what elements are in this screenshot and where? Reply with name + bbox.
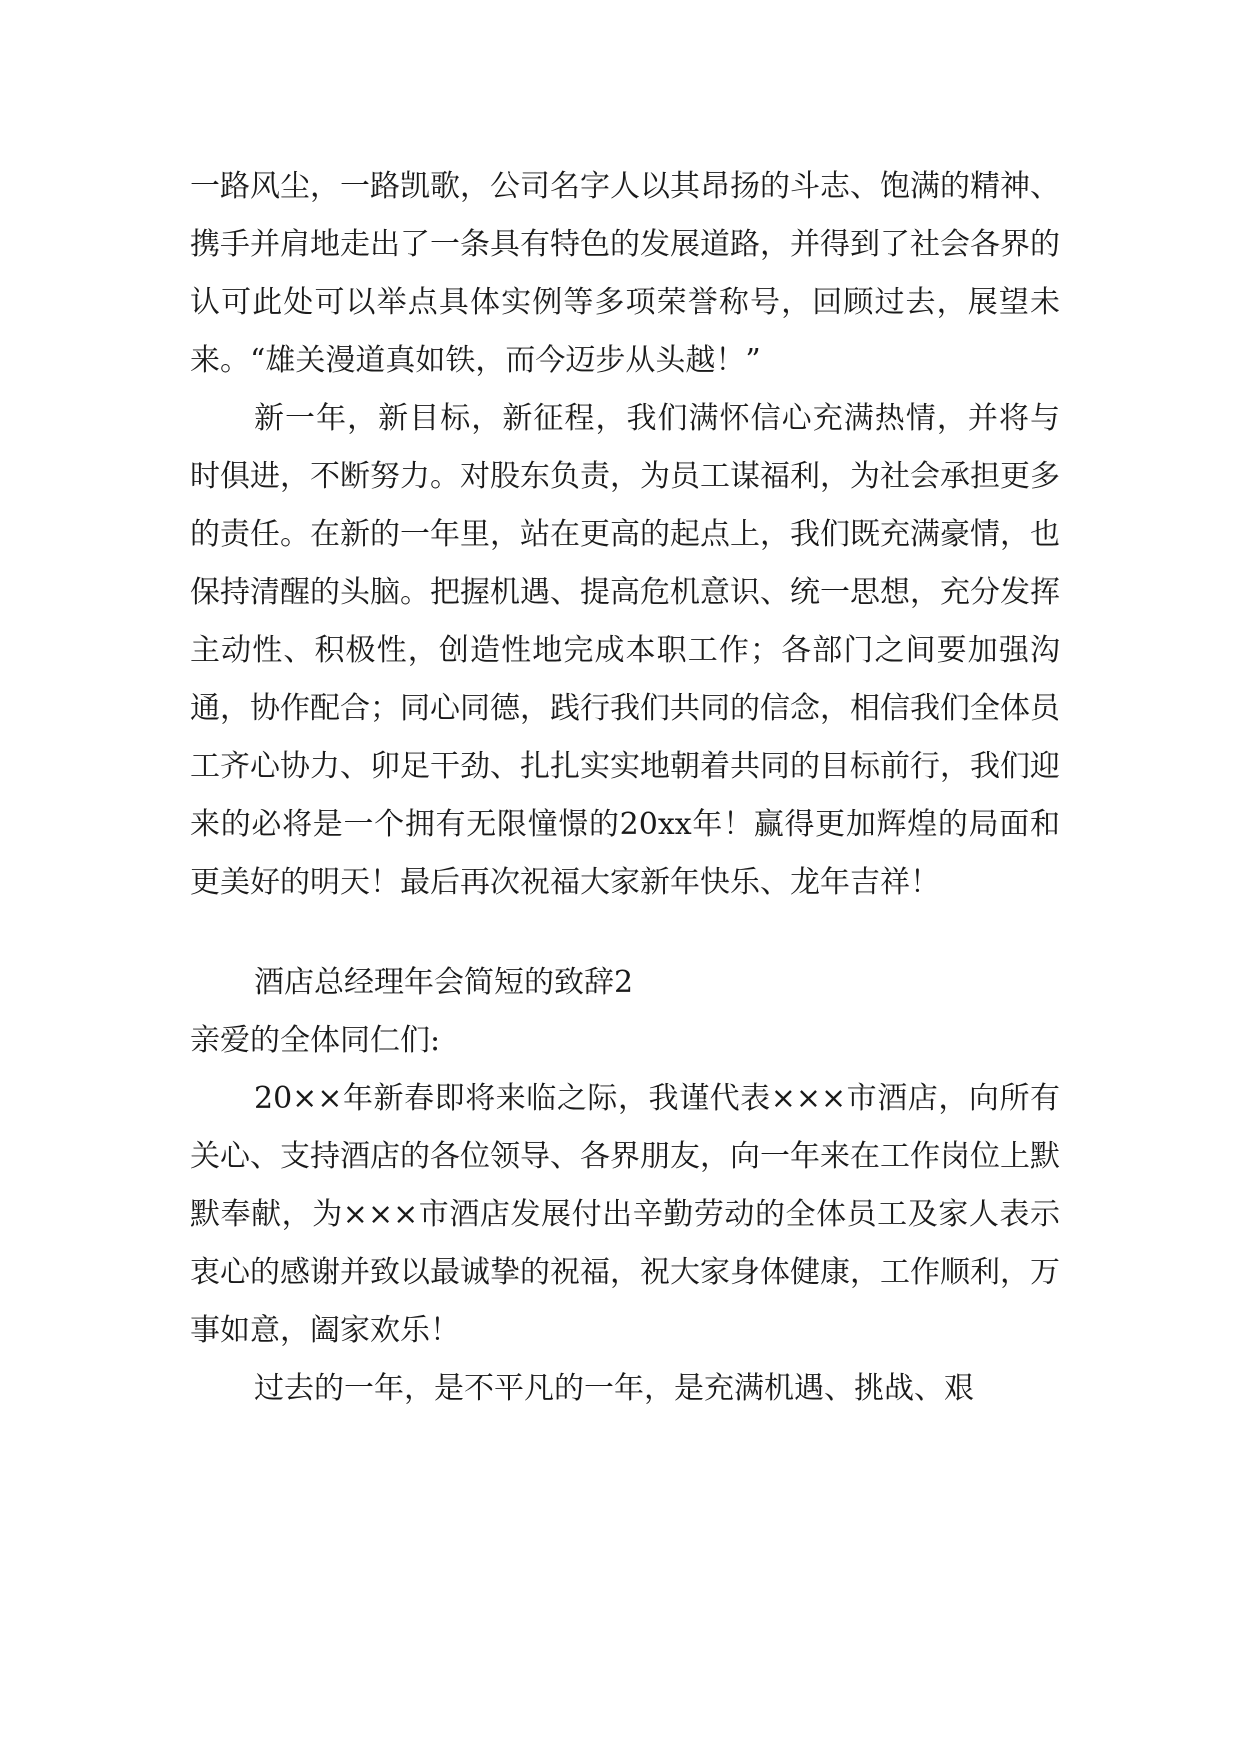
paragraph: 过去的一年，是不平凡的一年，是充满机遇、挑战、艰: [254, 1371, 974, 1406]
paragraph: 一路风尘，一路凯歌，公司名字人以其昂扬的斗志、饱满的精神、携手并肩地走出了一条具有特色的发展道路，并得到了社会各界的认可此处可以举点具体实例等多项荣誉称号，回顾过去，展望未来。“雄关漫道真如铁，而今迈步从头越！”: [190, 169, 1060, 378]
document-body: [190, 158, 1060, 1418]
paragraph: 新一年，新目标，新征程，我们满怀信心充满热情，并将与时俱进，不断努力。对股东负责，为员工谋福利，为社会承担更多的责任。在新的一年里，站在更高的起点上，我们既充满豪情，也保持清醒的头脑。把握机遇、提高危机意识、统一思想，充分发挥主动性、积极性，创造性地完成本职工作；各部门之间要加强沟通，协作配合；同心同德，践行我们共同的信念，相信我们全体员工齐心协力、卯足干劲、扎扎实实地朝着共同的目标前行，我们迎来的必将是一个拥有无限憧憬的20xx年！赢得更加辉煌的局面和更美好的明天！最后再次祝福大家新年快乐、龙年吉祥！: [190, 401, 1060, 900]
paragraph: 20××年新春即将来临之际，我谨代表×××市酒店，向所有关心、支持酒店的各位领导、各界朋友，向一年来在工作岗位上默默奉献，为×××市酒店发展付出辛勤劳动的全体员工及家人表示衷心的感谢并致以最诚挚的祝福，祝大家身体健康，工作顺利，万事如意，阖家欢乐！: [190, 1081, 1060, 1348]
section-title: 酒店总经理年会简短的致辞2: [254, 965, 634, 1000]
salutation: 亲爱的全体同仁们:: [190, 1023, 441, 1058]
